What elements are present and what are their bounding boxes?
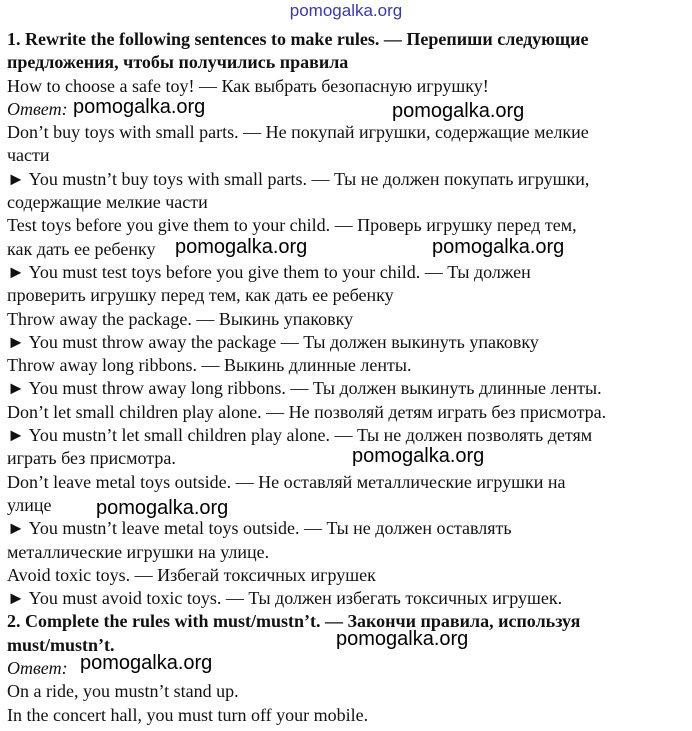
task-2-heading: 2. Complete the rules with must/mustn’t. — Закончи правила, используя (7, 611, 581, 632)
watermark: pomogalka.org (392, 100, 525, 122)
text-line: Don’t let small children play alone. — Не позволяй детям играть без присмотра. (7, 401, 607, 422)
answer-line: ► You must avoid toxic toys. — Ты должен избегать токсичных игрушек. (7, 588, 563, 609)
answer-line: ► You must throw away the package — Ты должен выкинуть упаковку (7, 331, 539, 352)
text-line: части (7, 145, 50, 166)
text-line: Throw away the package. — Выкинь упаковку (7, 308, 354, 329)
text-line: улице (7, 494, 52, 515)
answer-line: On a ride, you mustn’t stand up. (7, 681, 239, 702)
answer-line: ► You mustn’t buy toys with small parts. — Ты не должен покупать игрушки, (7, 168, 590, 189)
answer-line: ► You must test toys before you give them to your child. — Ты должен (7, 261, 531, 282)
text-line: Test toys before you give them to your child. — Проверь игрушку перед тем, (7, 215, 577, 236)
answer-line: содержащие мелкие части (7, 192, 208, 213)
watermark: pomogalka.org (73, 96, 206, 118)
watermark: pomogalka.org (432, 236, 565, 258)
document-body (7, 28, 689, 727)
answer-line: металлические игрушки на улице. (7, 541, 270, 562)
text-line: как дать ее ребенку (7, 238, 156, 259)
text-line: Don’t leave metal toys outside. — Не оставляй металлические игрушки на (7, 471, 566, 492)
answer-line: ► You mustn’t leave metal toys outside. — Ты не должен оставлять (7, 518, 512, 539)
text-line: Don’t buy toys with small parts. — Не покупай игрушки, содержащие мелкие (7, 122, 589, 143)
answer-line: ► You must throw away long ribbons. — Ты должен выкинуть длинные ленты. (7, 378, 602, 399)
answer-line: проверить игрушку перед тем, как дать ее ребенку (7, 285, 394, 306)
watermark: pomogalka.org (80, 652, 213, 674)
watermark-top: pomogalka.org (289, 1, 403, 20)
answer-line: In the concert hall, you must turn off your mobile. (7, 704, 369, 725)
watermark: pomogalka.org (175, 236, 308, 258)
text-line: Avoid toxic toys. — Избегай токсичных игрушек (7, 564, 376, 585)
task-1-heading-cont: предложения, чтобы получились правила (7, 52, 349, 73)
task-2-heading-cont: must/mustn’t. (7, 634, 115, 655)
answer-label: Ответ: (7, 98, 68, 119)
answer-label: Ответ: (7, 658, 68, 679)
task-1-heading: 1. Rewrite the following sentences to make rules. — Перепиши следующие (7, 29, 589, 49)
watermark: pomogalka.org (96, 497, 229, 519)
answer-line: ► You mustn’t let small children play alone. — Ты не должен позволять детям (7, 425, 593, 446)
answer-line: играть без присмотра. (7, 448, 176, 469)
watermark: pomogalka.org (336, 628, 469, 650)
text-line: Throw away long ribbons. — Выкинь длинные ленты. (7, 355, 412, 376)
watermark: pomogalka.org (352, 445, 485, 467)
text-line: How to choose a safe toy! — Как выбрать безопасную игрушку! (7, 75, 489, 96)
